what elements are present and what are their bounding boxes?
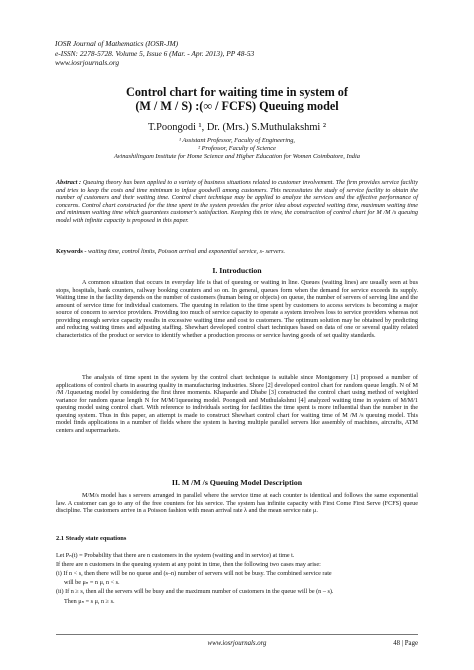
footer-url[interactable]: www.iosrjournals.org <box>207 640 267 647</box>
keywords-label: Keywords - <box>56 248 87 255</box>
footer-divider <box>56 634 418 635</box>
affiliation-2: ² Professor, Faculty of Science <box>198 145 276 152</box>
affiliation-1: ¹ Assistant Professor, Faculty of Engineering, <box>178 137 296 144</box>
model-description-paragraph: M/M/s model has s servers arranged in parallel where the service time at each counter is identical and follows the same exponential law. A customer can go to any of the free counters for his service. The system has infinite capacity with First Come First Serve (FCFS) queue discipline. The customers arrive in a Poisson fashion with mean arrival rate λ and the mean service rate μ. <box>56 492 418 515</box>
journal-name: IOSR Journal of Mathematics (IOSR-JM) <box>55 39 179 48</box>
equation-line: If there are n customers in the queuing system at any point in time, then the following two cases may arise: <box>56 561 321 568</box>
equation-line: (i) If n < s, then there will be no queue and (s–n) number of servers will not be busy. The combined service rate <box>56 570 332 577</box>
title-line-1: Control chart for waiting time in system of <box>126 85 348 99</box>
keywords-text: waiting time, control limits, Poisson arrival and exponential service, s- servers. <box>87 248 286 255</box>
affiliation-institute: Avinashilingam Institute for Home Science and Higher Education for Women Coimbatore, India <box>114 153 360 160</box>
abstract <box>56 179 418 224</box>
journal-site[interactable]: www.iosrjournals.org <box>55 58 120 68</box>
section-2-heading: II. M /M /s Queuing Model Description <box>171 478 303 487</box>
intro-paragraph-1: A common situation that occurs in everyday life is that of queuing or waiting in line. Queues (waiting lines) are usually seen at bus stops, hospitals, bank counters, railway booking counters and so on. In general, queues form when the demand for service exceeds its supply. Waiting time in the facility depends on the number of customers (human being or objects) on queue, the number of servers of serving line and the amount of service time for individual customers. The queuing in relation to the time spent by customers to access services is becoming a major source of concern to service providers. Providing too much of service capacity to operate a system involves loss to service providers whereas not providing enough service capacity results in excessive waiting time and cost to customers. The optimum solution may be obtained by predicting and reducing waiting times and adjusting staffing. Shewhart developed control chart techniques based on data of one or several quality related characteristics of the product or service to identify whether a production process or service having goods of set quality standards. <box>56 279 418 339</box>
journal-header <box>55 39 254 68</box>
keywords <box>56 248 418 255</box>
affiliations <box>0 137 474 161</box>
abstract-label: Abstract : <box>56 179 82 186</box>
intro-paragraph-2: The analysis of time spent in the system by the control chart technique is suitable since Montgomery [1] proposed a number of applications of control charts in assuring quality in manufacturing industries. Shore [2] developed control chart for random queue length. N of M /M /1queueing model by considering the first three moments. Khaparde and Dhabe [3] constructed the control chart using method of weighted variance for random queue length N for M/M/1queueing model. Poongodi and Muthulakshmi [4] analyzed waiting time in system of M/M/1 queuing model using control chart. With reference to individuals sorting for facilities the time spent is more influential than the number in the queuing system. Thus in this paper, an attempt is made to construct Shewhart control chart for waiting time of M /M /s queuing model. This model finds applications in a number of fields where the system is having multiple parallel servers like assembly of machines, aircrafts, ATM centers and supermarkets. <box>56 374 418 434</box>
equation-line: Then μₙ = s μ, n ≥ s. <box>64 598 115 605</box>
page-number: 48 | Page <box>393 640 418 647</box>
abstract-text: Queuing theory has been applied to a variety of business situations related to customer involvement. The firm provides service facility and tries to keep the costs and time minimum to infuse goodwill among customers. This necessitates the study of service facility to obtain the number of customers and their waiting time. Control chart technique may be applied to analyze the services and the effective performance of concerns. Control chart constructed for the time spent in the system provides the prior idea about expected waiting time, maximum waiting time and minimum waiting time which guarantees customer's satisfaction. Keeping this in view, the construction of control chart for M /M /s queuing model with infinite capacity is proposed in this paper. <box>56 179 418 224</box>
equation-line: Let Pₙ(t) = Probability that there are n customers in the system (waiting and in service) at time t. <box>56 552 295 559</box>
paper-title <box>0 86 474 113</box>
section-1-heading: I. Introduction <box>212 266 262 275</box>
subsection-heading: 2.1 Steady state equations <box>56 535 127 542</box>
equation-line: (ii) If n ≥ s, then all the servers will be busy and the maximum number of customers in the queue will be (n – s). <box>56 588 334 595</box>
equation-line: will be μₙ = n μ, n < s. <box>64 579 120 586</box>
paper-authors: T.Poongodi ¹, Dr. (Mrs.) S.Muthulakshmi ² <box>147 122 327 133</box>
title-line-2: (M / M / S) :(∞ / FCFS) Queuing model <box>135 98 339 113</box>
journal-issn: e-ISSN: 2278-5728. Volume 5, Issue 6 (Mar. - Apr. 2013), PP 48-53 <box>55 48 255 58</box>
